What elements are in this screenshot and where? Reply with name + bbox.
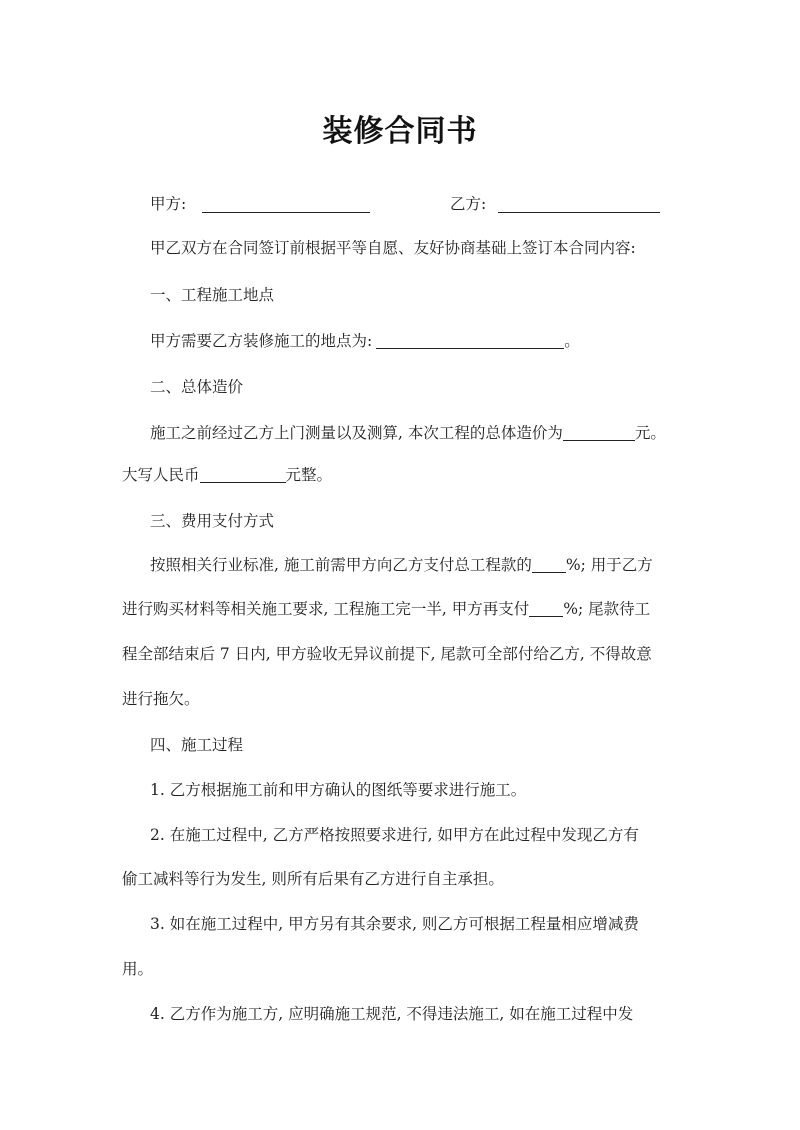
- section-2-line-1: [150, 422, 666, 444]
- item-3-line-2: 用。: [122, 960, 154, 978]
- midway-payment-label: 进行购买材料等相关施工要求, 工程施工完一半, 甲方再支付: [122, 600, 530, 618]
- intro-paragraph: 甲乙双方在合同签订前根据平等自愿、友好协商基础上签订本合同内容:: [150, 239, 636, 257]
- advance-payment-label: 按照相关行业标准, 施工前需甲方向乙方支付总工程款的: [150, 556, 532, 574]
- section-2-heading: 二、总体造价: [150, 378, 244, 396]
- midway-percent-blank[interactable]: [529, 600, 563, 617]
- site-suffix: 。: [564, 332, 580, 350]
- item-4-line-1: 4. 乙方作为施工方, 应明确施工规范, 不得违法施工, 如在施工过程中发: [150, 1005, 634, 1023]
- section-3-line-1: [150, 554, 653, 576]
- section-4-heading: 四、施工过程: [150, 736, 244, 754]
- capital-amount-unit: 元整。: [285, 466, 333, 484]
- section-3-line-2: [122, 598, 650, 620]
- section-2-line-2: [122, 464, 332, 486]
- party-b-label: 乙方:: [450, 195, 487, 213]
- item-1: 1. 乙方根据施工前和甲方确认的图纸等要求进行施工。: [150, 781, 527, 799]
- total-price-blank[interactable]: [563, 424, 635, 441]
- section-1-text: [150, 330, 580, 352]
- section-3-heading: 三、费用支付方式: [150, 512, 275, 530]
- party-a-label: 甲方:: [150, 195, 187, 213]
- item-2-line-2: 偷工减料等行为发生, 则所有后果有乙方进行自主承担。: [122, 870, 504, 888]
- document-title: 装修合同书: [322, 114, 478, 149]
- total-price-unit: 元。: [634, 424, 666, 442]
- item-2-line-1: 2. 在施工过程中, 乙方严格按照要求进行, 如甲方在此过程中发现乙方有: [150, 826, 639, 844]
- party-b-blank[interactable]: [498, 196, 660, 213]
- midway-payment-suffix: %; 尾款待工: [563, 600, 651, 618]
- capital-amount-blank[interactable]: [200, 466, 286, 483]
- advance-payment-suffix: %; 用于乙方: [565, 556, 653, 574]
- total-price-label: 施工之前经过乙方上门测量以及测算, 本次工程的总体造价为: [150, 424, 563, 442]
- party-a-blank[interactable]: [202, 196, 370, 213]
- advance-percent-blank[interactable]: [532, 556, 566, 573]
- item-3-line-1: 3. 如在施工过程中, 甲方另有其余要求, 则乙方可根据工程量相应增减费: [150, 915, 639, 933]
- site-blank[interactable]: [376, 332, 564, 349]
- site-label: 甲方需要乙方装修施工的地点为:: [150, 332, 373, 350]
- section-3-line-4: 进行拖欠。: [122, 690, 200, 708]
- section-3-line-3: 程全部结束后 7 日内, 甲方验收无异议前提下, 尾款可全部付给乙方, 不得故意: [122, 645, 652, 663]
- section-1-heading: 一、工程施工地点: [150, 286, 275, 304]
- capital-amount-label: 大写人民币: [122, 466, 200, 484]
